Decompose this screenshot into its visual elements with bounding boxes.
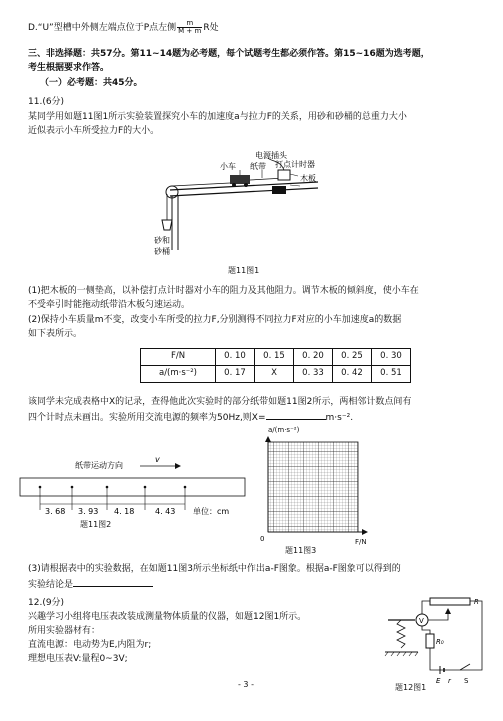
segment-length: 3. 93 bbox=[78, 507, 99, 516]
label-timer: 打点计时器 bbox=[275, 160, 315, 169]
q12-equipment: 所用实验器材有： bbox=[28, 626, 101, 636]
answer-blank-conclusion[interactable] bbox=[73, 577, 153, 587]
fig1-caption: 题11图1 bbox=[228, 266, 260, 275]
q12-number: 12.(9分) bbox=[28, 598, 65, 608]
q12-intro: 兴趣学习小组将电压表改装成测量物体质量的仪器，如题12图1所示。 bbox=[28, 612, 307, 622]
q11-number: 11.(6分) bbox=[28, 97, 65, 107]
grid-origin: 0 bbox=[260, 535, 265, 543]
q11-part3-cont: 实验结论是 bbox=[28, 577, 153, 591]
table-cell: 0. 42 bbox=[333, 366, 372, 383]
table-row-force bbox=[141, 349, 411, 366]
tape-figure bbox=[15, 448, 255, 538]
table-cell: 0. 25 bbox=[333, 349, 372, 366]
timer bbox=[278, 170, 290, 180]
unit-label: 单位：cm bbox=[193, 507, 230, 516]
force-acceleration-table bbox=[140, 348, 411, 383]
fig3-caption: 题11图3 bbox=[285, 546, 317, 555]
q11-tape-text: 该同学未完成表格中X的记录，查得他此次实验时的部分纸带如题11图2所示，两相邻计数点间有 bbox=[28, 397, 412, 407]
option-d-text: D.“U”型槽中外侧左端点位于P点左侧 bbox=[28, 23, 177, 33]
label-r: r bbox=[448, 677, 451, 685]
grid-y-label: a/(m·s⁻²) bbox=[268, 426, 300, 434]
graph-paper[interactable] bbox=[258, 436, 368, 544]
label-cart: 小车 bbox=[220, 162, 236, 171]
table-cell: 0. 51 bbox=[372, 366, 411, 383]
label-power-plug: 电源插头 bbox=[255, 151, 287, 160]
label-tape: 纸带 bbox=[250, 162, 266, 171]
fig2-caption: 题11图2 bbox=[80, 520, 112, 529]
label-board: 木板 bbox=[300, 174, 316, 183]
label-sand-2: 砂桶 bbox=[154, 247, 170, 256]
tape-direction-label: 纸带运动方向 bbox=[75, 461, 123, 470]
cart bbox=[230, 175, 250, 184]
q11-tape-text-cont: 四个计时点未画出。实验所用交流电源的频率为50Hz,则X= m·s⁻². bbox=[28, 410, 353, 424]
apparatus-figure bbox=[150, 150, 320, 265]
q11-part1-cont: 不受牵引时能拖动纸带沿木板匀速运动。 bbox=[28, 300, 191, 310]
q12-voltmeter: 理想电压表V:量程0~3V; bbox=[28, 654, 128, 664]
option-d-line bbox=[28, 20, 219, 35]
q11-part1: (1)把木板的一侧垫高，以补偿打点计时器对小车的阻力及其他阻力。调节木板的倾斜度，使小车在 bbox=[28, 286, 419, 296]
q11-intro: 某同学用如题11图1所示实验装置探究小车的加速度a与拉力F的关系，用砂和砂桶的总重力大小 bbox=[28, 112, 407, 122]
q11-part2: (2)保持小车质量m不变，改变小车所受的拉力F,分别测得不同拉力F对应的小车加速度a的数据 bbox=[28, 315, 402, 325]
velocity-symbol: v bbox=[155, 455, 160, 464]
grid-area[interactable] bbox=[268, 442, 358, 532]
section3-heading: 三、非选择题：共57分。第11~14题为必考题，每个试题考生都必须作答。第15~16题为选考题， bbox=[28, 49, 430, 59]
q11-part3: (3)请根据表中的实验数据，在如题11图3所示坐标纸中作出a-F图象。根据a-F图象可以得到的 bbox=[28, 564, 401, 574]
page-number: - 3 - bbox=[238, 680, 254, 689]
resistor-R0 bbox=[426, 634, 434, 648]
grid-x-label: F/N bbox=[355, 538, 367, 546]
label-R0: R₀ bbox=[436, 638, 444, 646]
paper-tape bbox=[20, 478, 245, 496]
table-row-acceleration bbox=[141, 366, 411, 383]
segment-length: 4. 18 bbox=[114, 507, 135, 516]
table-cell: 0. 30 bbox=[372, 349, 411, 366]
sand-bucket bbox=[162, 220, 172, 230]
circuit-figure bbox=[370, 590, 495, 690]
mass-fraction: $\frac{m}{M + m}$ bbox=[178, 19, 202, 35]
q11-intro-cont: 近似表示小车所受拉力F的大小。 bbox=[28, 126, 160, 136]
segment-length: 4. 43 bbox=[155, 507, 176, 516]
segment-length: 3. 68 bbox=[45, 507, 66, 516]
q11-part2-cont: 如下表所示。 bbox=[28, 329, 83, 339]
label-R: R bbox=[474, 598, 479, 606]
answer-blank-x[interactable] bbox=[266, 410, 326, 420]
switch bbox=[460, 664, 470, 670]
resistor-R bbox=[430, 598, 470, 605]
q12-power-supply: 直流电源：电动势为E,内阻为r; bbox=[28, 640, 152, 650]
section3-heading-cont: 考生根据要求作答。 bbox=[28, 63, 110, 73]
wedge-block bbox=[272, 186, 286, 194]
label-E: E bbox=[436, 677, 441, 685]
table-cell: X bbox=[255, 366, 294, 383]
option-d-suffix: R处 bbox=[203, 23, 219, 33]
q12-fig-caption: 题12图1 bbox=[395, 683, 427, 692]
label-sand-1: 砂和 bbox=[154, 236, 170, 245]
table-cell: 0. 20 bbox=[294, 349, 333, 366]
table-cell: 0. 33 bbox=[294, 366, 333, 383]
table-cell: 0. 17 bbox=[216, 366, 255, 383]
label-V: V bbox=[419, 617, 424, 625]
table-header-acceleration: a/(m·s⁻²) bbox=[141, 366, 216, 383]
table-cell: 0. 15 bbox=[255, 349, 294, 366]
table-cell: 0. 10 bbox=[216, 349, 255, 366]
table-header-force: F/N bbox=[141, 349, 216, 366]
label-S: S bbox=[464, 677, 469, 685]
required-subheading: （一）必考题：共45分。 bbox=[40, 78, 143, 88]
spring bbox=[397, 620, 405, 648]
